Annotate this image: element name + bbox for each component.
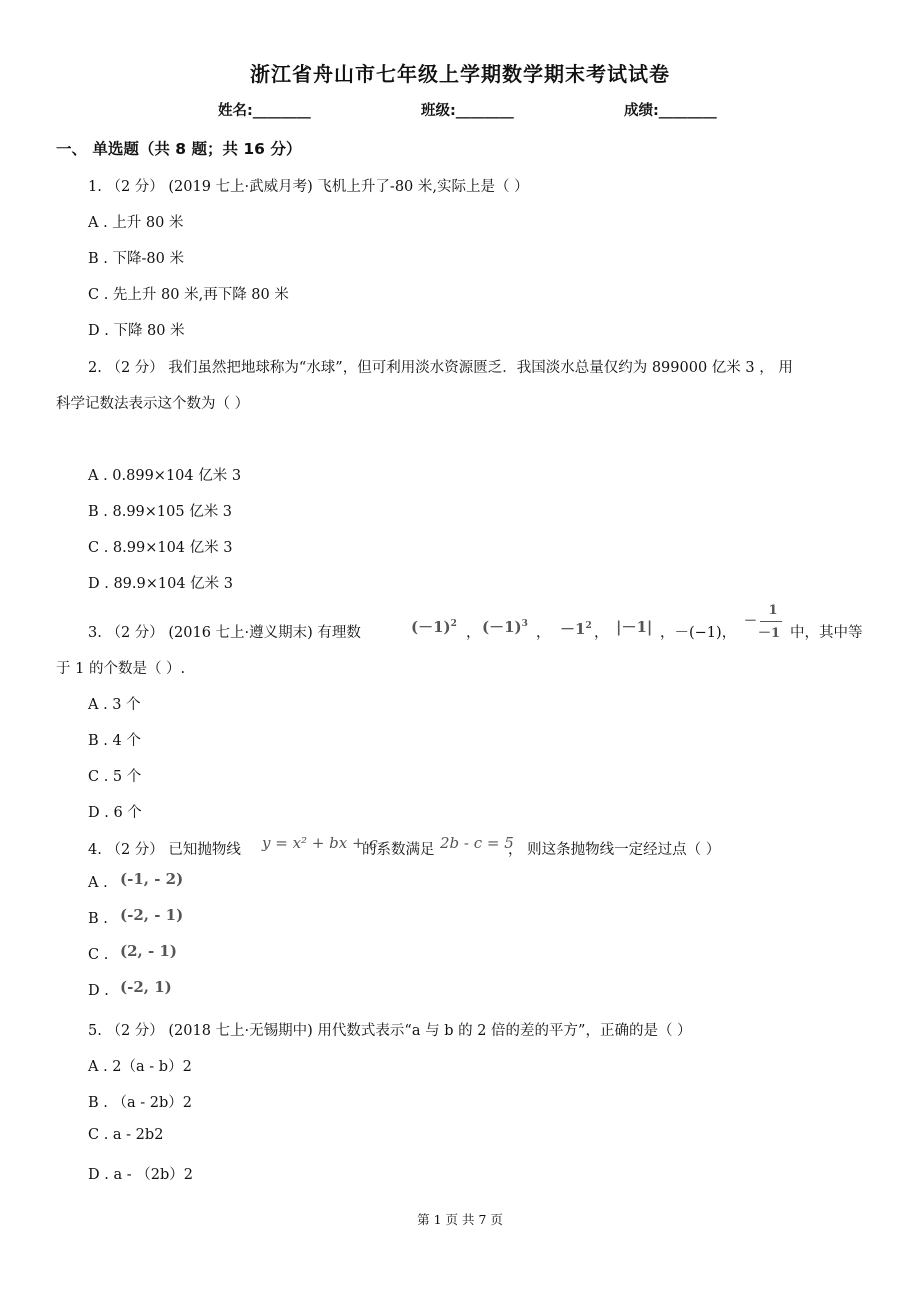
question-5-stem: 5. （2 分） (2018 七上·无锡期中) 用代数式表示“a 与 b 的 2 倍的差的平方”，正确的是（ ） [88, 1023, 692, 1039]
question-3-frac-sign: － [744, 614, 758, 629]
question-4-option-b: (-2, - 1) [120, 906, 184, 924]
question-3-expr-2: $(-1)^3$ [482, 618, 528, 636]
question-4-stem: 4. （2 分） 已知抛物线 [88, 842, 241, 858]
question-1-option-b: B . 下降-80 米 [88, 251, 184, 267]
question-5-option-b: B . （a - 2b）2 [88, 1095, 192, 1111]
question-3-expr-3: $-1^2$ [560, 620, 592, 638]
question-2-option-d: D . 89.9×104 亿米 3 [88, 576, 234, 592]
question-4-option-c: (2, - 1) [120, 942, 177, 960]
question-4-option-a: (-1, - 2) [120, 870, 184, 888]
section-title: 一、 单选题（共 8 题；共 16 分） [56, 140, 302, 158]
question-3-stem: 3. （2 分） (2016 七上·遵义期末) 有理数 [88, 625, 361, 641]
question-2-stem: 2. （2 分） 我们虽然把地球称为“水球”，但可利用淡水资源匮乏．我国淡水总量仅约为 899000 亿米 3 ， 用 [88, 360, 793, 376]
question-1-option-c: C . 先上升 80 米,再下降 80 米 [88, 287, 289, 303]
comma: ， [466, 625, 481, 641]
comma: ， [594, 625, 609, 641]
question-3-expr-4: |－1| [616, 618, 653, 636]
question-3-stem-cont: 于 1 的个数是（ ）. [56, 661, 186, 677]
question-4-option-d: (-2, 1) [120, 978, 172, 996]
name-field: 姓名:________ [218, 103, 311, 119]
score-field: 成绩:________ [624, 103, 717, 119]
question-3-mid: ，－(−1)， [660, 625, 737, 641]
question-4-option-c-label: C . [88, 947, 109, 963]
question-3-stem-post: 中，其中等 [790, 625, 863, 641]
question-3-frac-numerator: 1 [768, 603, 778, 618]
question-3-option-a: A . 3 个 [88, 697, 141, 713]
question-4-option-d-label: D . [88, 983, 109, 999]
question-2-option-b: B . 8.99×105 亿米 3 [88, 504, 233, 520]
question-2-stem-cont: 科学记数法表示这个数为（ ） [56, 396, 250, 412]
question-3-option-b: B . 4 个 [88, 733, 141, 749]
question-4-equation: y = x² + bx + c [262, 834, 378, 852]
question-2-option-a: A . 0.899×104 亿米 3 [88, 468, 242, 484]
question-2-option-c: C . 8.99×104 亿米 3 [88, 540, 233, 556]
question-3-option-d: D . 6 个 [88, 805, 142, 821]
question-4-option-b-label: B . [88, 911, 108, 927]
question-4-stem-mid: 的系数满足 [362, 842, 435, 858]
question-3-option-c: C . 5 个 [88, 769, 142, 785]
question-5-option-a: A . 2（a - b）2 [88, 1059, 192, 1075]
question-5-option-c: C . a - 2b2 [88, 1127, 164, 1143]
question-1-option-d: D . 下降 80 米 [88, 323, 185, 339]
page-title: 浙江省舟山市七年级上学期数学期末考试试卷 [250, 62, 670, 86]
question-4-stem-post: ， 则这条抛物线一定经过点（ ） [508, 842, 721, 858]
question-3-frac-denominator: －1 [758, 626, 781, 641]
class-field: 班级:________ [421, 103, 514, 119]
question-5-option-d: D . a - （2b）2 [88, 1167, 193, 1183]
question-4-condition: 2b - c = 5 [440, 834, 514, 852]
question-4-option-a-label: A . [88, 875, 108, 891]
question-1-option-a: A . 上升 80 米 [88, 215, 184, 231]
page-footer: 第 1 页 共 7 页 [417, 1212, 503, 1227]
comma: ， [536, 625, 551, 641]
question-3-expr-1: $(-1)^2$ [411, 618, 457, 636]
question-1-stem: 1. （2 分） (2019 七上·武威月考) 飞机上升了-80 米,实际上是（ ） [88, 179, 529, 195]
